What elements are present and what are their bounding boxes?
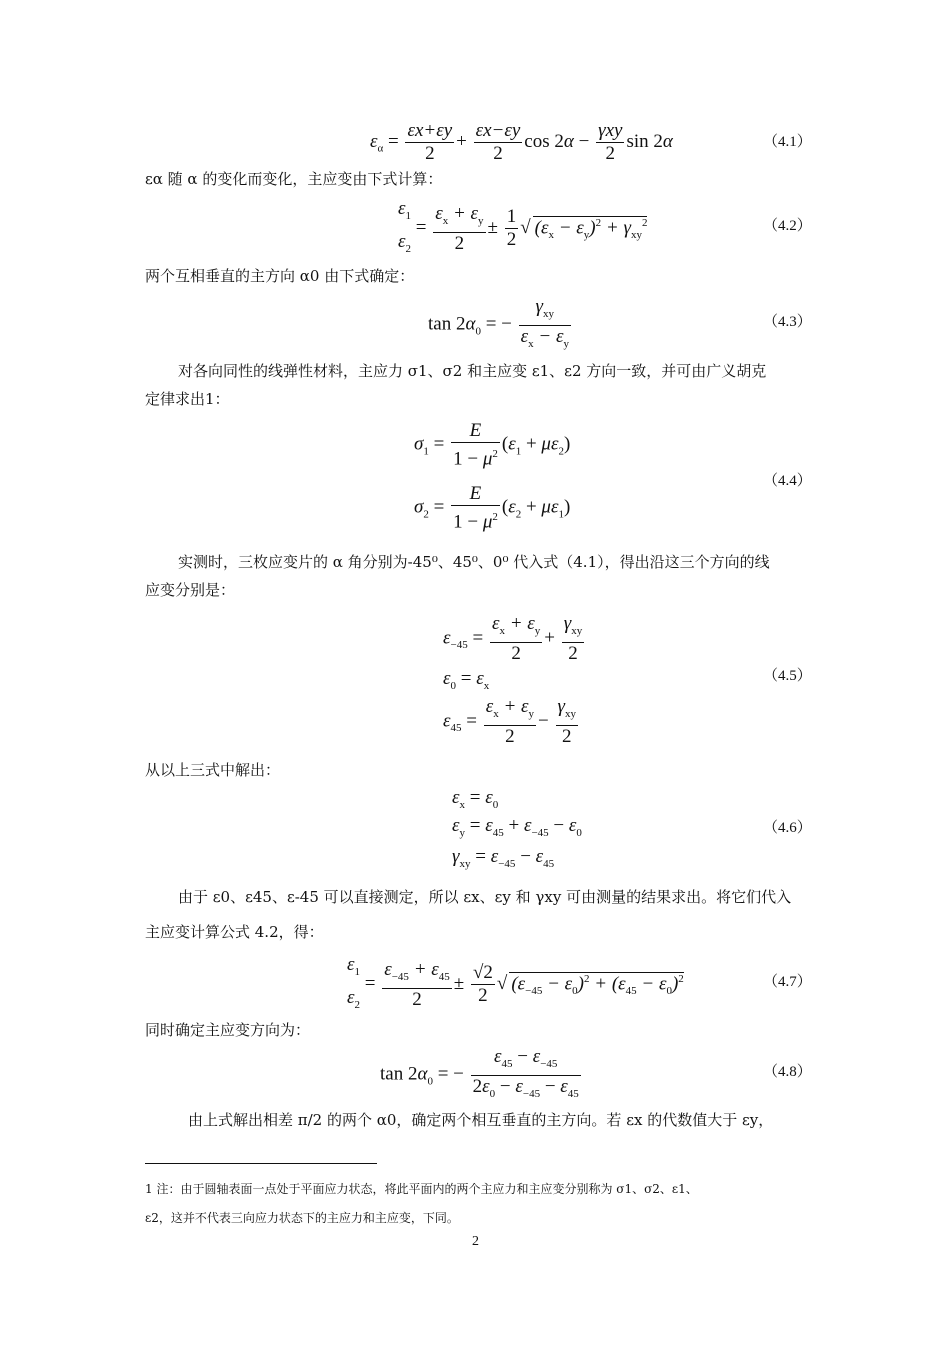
equation-4-6c: $\gamma_{xy} = \varepsilon_{-45} - \varepsilon_{45}$ (452, 846, 555, 870)
paragraph: εα 随 α 的变化而变化，主应变由下式计算： (145, 170, 443, 188)
equation-4-7: $\varepsilon_1$ $\varepsilon_2$ = $\frac{\varepsilon_{-45} + \varepsilon_{45}}{2}$ ± $\frac{√2}{2}$ √ $(\varepsilon_{-45} - \varepsilon_0)^2 + (\varepsilon_{45} - \varepsilon_0)^2$ (347, 954, 684, 1011)
equation-number: （4.1） (763, 134, 812, 150)
paragraph: 由于 ε0、ε45、ε-45 可以直接测定，所以 εx、εy 和 γxy 可由测量的结果求出。将它们代入 (178, 888, 792, 906)
page-number: 2 (472, 1234, 479, 1249)
equation-4-2: $\varepsilon_1$ $\varepsilon_2$ = $\frac{\varepsilon_x + \varepsilon_y}{2}$ ± $\frac{1}{2}$ √ $(\varepsilon_x - \varepsilon_y)^2 + \gamma_{xy}^2$ (398, 198, 648, 255)
equation-4-5a: $\varepsilon_{-45}$ = $\frac{\varepsilon_x + \varepsilon_y}{2}$ + $\frac{\gamma_{xy}}{2}$ (443, 613, 583, 664)
equation-number: （4.3） (763, 314, 812, 330)
paragraph: 两个互相垂直的主方向 α0 由下式确定： (145, 267, 415, 285)
equation-4-1: $\varepsilon_\alpha$ = $\frac{\varepsilon x+\varepsilon y}{2}$ + $\frac{\varepsilon x-\varepsilon y}{2}$ cos 2α − $\frac{\text{γxy}}{2}$ sin 2α (370, 120, 673, 164)
equation-4-3: $\tan 2\alpha_0$ = − $\frac{\gamma_{xy}}{\varepsilon_x - \varepsilon_y}$ (428, 296, 569, 350)
footnote-line: 1 注：由于圆轴表面一点处于平面应力状态，将此平面内的两个主应力和主应变分别称为 σ1、σ2、ε1、 (145, 1182, 698, 1196)
paragraph: 同时确定主应变方向为： (145, 1021, 311, 1039)
equation-number: （4.2） (763, 218, 812, 234)
equation-4-8: $\tan 2\alpha_0$ = − $\frac{\varepsilon_{45} - \varepsilon_{-45}}{2\varepsilon_0 - \varepsilon_{-45} - \varepsilon_{45}}$ (380, 1046, 579, 1100)
equation-number: （4.8） (763, 1064, 812, 1080)
equation-4-5c: $\varepsilon_{45}$ = $\frac{\varepsilon_x + \varepsilon_y}{2}$ − $\frac{\gamma_{xy}}{2}$ (443, 696, 576, 747)
equation-number: （4.6） (763, 820, 812, 836)
equation-number: （4.7） (763, 974, 812, 990)
paragraph: 实测时，三枚应变片的 α 角分别为-45⁰、45⁰、0⁰ 代入式（4.1），得出沿这三个方向的线 (178, 553, 770, 571)
equation-4-5b: $\varepsilon_0 = \varepsilon_x$ (443, 668, 490, 692)
footnote-divider (145, 1163, 377, 1164)
footnote-line: ε2，这并不代表三向应力状态下的主应力和主应变，下同。 (145, 1211, 459, 1225)
paragraph: 由上式解出相差 π/2 的两个 α0，确定两个相互垂直的主方向。若 εx 的代数值大于 εy， (188, 1111, 774, 1129)
equation-4-6a: $\varepsilon_x = \varepsilon_0$ (452, 787, 499, 811)
paragraph: 主应变计算公式 4.2，得： (145, 923, 324, 941)
equation-4-4a: $\sigma_1$ = $\frac{E}{1 - \mu^2}$ $(\varepsilon_1 + \mu\varepsilon_2)$ (414, 420, 571, 470)
paragraph: 对各向同性的线弹性材料，主应力 σ1、σ2 和主应变 ε1、ε2 方向一致，并可由广义胡克 (178, 362, 767, 380)
paragraph: 从以上三式中解出： (145, 761, 281, 779)
equation-number: （4.5） (763, 668, 812, 684)
paragraph: 定律求出1： (145, 390, 230, 408)
equation-4-4b: $\sigma_2$ = $\frac{E}{1 - \mu^2}$ $(\varepsilon_2 + \mu\varepsilon_1)$ (414, 483, 571, 533)
equation-number: （4.4） (763, 473, 812, 489)
paragraph: 应变分别是： (145, 581, 236, 599)
equation-4-6b: $\varepsilon_y = \varepsilon_{45} + \varepsilon_{-45} - \varepsilon_0$ (452, 815, 582, 839)
